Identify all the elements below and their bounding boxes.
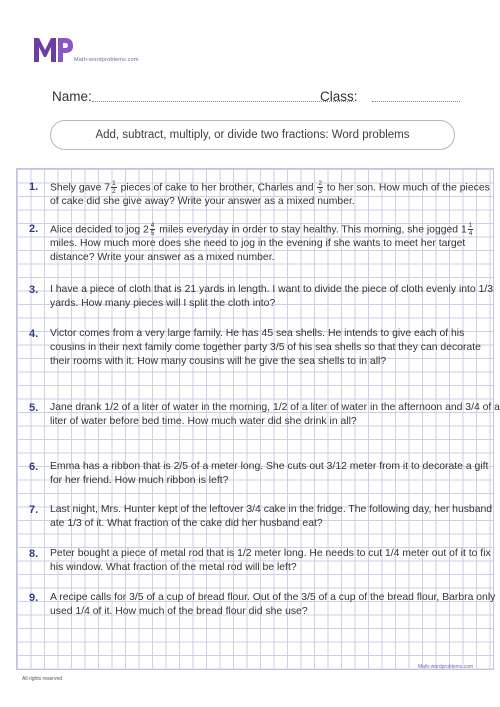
fraction: $\frac{4}{5}$ <box>150 222 155 237</box>
fraction: $\frac{1}{4}$ <box>468 222 473 237</box>
problem-number: 9. <box>29 592 39 604</box>
problem-text: Alice decided to jog 2 $\frac{4}{5}$ miles everyday in order to stay healthy. This morning, she jogged 1 $\frac{1}{4}$ miles. How much more does she need to jog in the evening if she wants to meet her target distance? Write your answer as a mixed number. <box>50 222 473 264</box>
problem-text: I have a piece of cloth that is 21 yards in length. I want to divide the piece of cloth evenly into 1/3 yards. How many pieces will I split the cloth into? <box>50 284 494 309</box>
problem-number: 1. <box>29 181 39 193</box>
site-logo <box>34 36 174 66</box>
problem-text: Jane drank 1/2 of a liter of water in the morning, 1/2 of a liter of water in the afternoon and 3/4 of a liter of water before bed time. How much water did she drink in all? <box>50 402 500 427</box>
problem-number: 4. <box>29 328 39 340</box>
problem-text: Shely gave 7 $\frac{1}{2}$ pieces of cake to her brother, Charles and $\frac{2}{3}$ to her son. How much of the pieces of cake did she give away? Write your answer as a mixed number. <box>50 180 490 208</box>
problem-number: 7. <box>29 504 39 516</box>
name-label: Name: <box>52 89 92 104</box>
logo-site-text: Math-wordproblems.com <box>74 57 139 63</box>
problem-text: Victor comes from a very large family. He has 45 sea shells. He intends to give each of his cousins in their next family come together party 3/5 of his sea shells so that they can decorate their rooms with it. How many cousins will he give the sea shells to in all? <box>50 328 481 367</box>
problem-number: 5. <box>29 402 39 414</box>
problem-number: 2. <box>29 223 39 235</box>
problem-text: Emma has a ribbon that is 2/5 of a meter long. She cuts out 3/12 meter from it to decorate a gift for her friend. How much ribbon is left? <box>50 461 489 486</box>
class-label: Class: <box>320 89 358 104</box>
fraction: $\frac{1}{2}$ <box>112 180 116 195</box>
footer-site: Math-wordproblems.com <box>418 664 474 670</box>
problem-number: 3. <box>29 284 39 296</box>
problem-text: Last night, Mrs. Hunter kept of the leftover 3/4 cake in the fridge. The following day, her husband ate 1/3 of it. What fraction of the cake did her husband eat? <box>50 504 493 529</box>
class-field[interactable] <box>372 101 460 102</box>
name-class-row <box>52 89 462 109</box>
mp-logo-icon <box>34 36 74 62</box>
problem-number: 6. <box>29 461 39 473</box>
problem-text: A recipe calls for 3/5 of a cup of bread flour. Out of the 3/5 of a cup of the bread flour, Barbra only used 1/4 of it. How much of the bread flour did she use? <box>50 592 496 617</box>
problem-text: Peter bought a piece of metal rod that is 1/2 meter long. He needs to cut 1/4 meter out of it to fix his window. What fraction of the metal rod will be left? <box>50 548 491 573</box>
fraction: $\frac{2}{3}$ <box>318 180 323 195</box>
worksheet-title: Add, subtract, multiply, or divide two fractions: Word problems <box>50 120 455 150</box>
name-field[interactable] <box>92 101 354 102</box>
problem-number: 8. <box>29 548 39 560</box>
footer-rights: All rights reserved <box>22 676 63 682</box>
